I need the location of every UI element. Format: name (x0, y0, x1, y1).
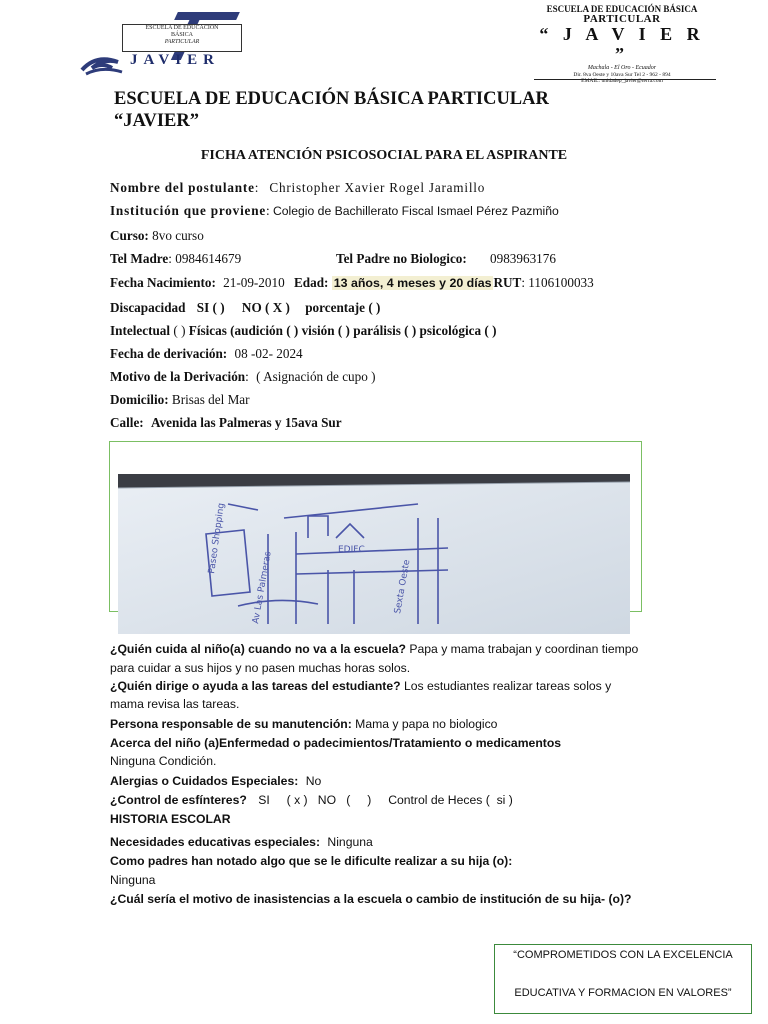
q6-answer: SI ( x ) NO ( ) Control de Heces ( si ) (258, 793, 513, 807)
logo-bar (174, 12, 240, 20)
historia-heading: HISTORIA ESCOLAR (110, 812, 231, 826)
discapacidad-no: NO ( X ) (241, 300, 290, 315)
q3-answer: Mama y papa no biologico (355, 717, 498, 731)
logo-right-line2: PARTICULAR (583, 13, 661, 25)
row-motivo: Motivo de la Derivación: ( Asignación de cupo ) (110, 369, 376, 384)
fecha-der-value: 08 -02- 2024 (234, 346, 303, 361)
q1-label: ¿Quién cuida al niño(a) cuando no va a la escuela? (110, 642, 406, 656)
rut-label: RUT (493, 275, 522, 290)
nombre-label: Nombre del postulante (110, 180, 255, 195)
rut-value: 1106100033 (528, 275, 594, 290)
motivo-value: ( Asignación de cupo ) (256, 369, 376, 384)
domicilio-label: Domicilio: (110, 392, 169, 407)
tel-padre-value: 0983963176 (490, 251, 556, 266)
q7-label: Necesidades educativas especiales: (110, 835, 321, 849)
q5-label: Alergias o Cuidados Especiales: (110, 774, 299, 788)
svg-text:Paseo Shopping: Paseo Shopping (207, 502, 227, 575)
school-logo-left (78, 8, 248, 80)
row-fecha-edad: Fecha Nacimiento: 21-09-2010 Edad: 13 años, 4 meses y 20 días RUT: 1106100033 (110, 275, 594, 290)
row-domicilio (110, 392, 250, 408)
q2-label: ¿Quién dirige o ayuda a las tareas del estudiante? (110, 679, 401, 693)
q5-line (110, 772, 321, 791)
logo-divider (534, 79, 716, 80)
map-sketch-icon (118, 474, 630, 634)
q2-answer-a: Los estudiantes realizar tareas solos y (403, 679, 612, 693)
logo-box-line: BÁSICA (170, 32, 193, 38)
calle-value: Avenida las Palmeras y 15ava Sur (151, 415, 342, 430)
q7-line (110, 833, 373, 852)
row-calle (110, 415, 342, 431)
logo-box-line: ESCUELA DE EDUCACION (145, 25, 219, 31)
q8-answer: Ninguna (110, 873, 156, 887)
intelectual-box: ( ) (173, 323, 186, 338)
row-curso (110, 228, 204, 244)
svg-text:EDIFC: EDIFC (338, 545, 365, 555)
logo-right-line6: EMAIL: unidadep_javier@terra.com (581, 78, 663, 84)
q5-answer: No (305, 774, 322, 788)
motto-line2: EDUCATIVA Y FORMACION EN VALORES” (514, 987, 732, 999)
logo-right-line3: “ J A V I E R ” (539, 24, 705, 64)
fisicas-label: Físicas (audición ( ) visión ( ) parálisis ( ) psicológica ( ) (188, 323, 497, 338)
svg-text:Av Las Palmeras: Av Las Palmeras (251, 550, 274, 625)
title-line2: “JAVIER” (114, 111, 199, 131)
institucion-value: Colegio de Bachillerato Fiscal Ismael Pérez Pazmiño (272, 204, 559, 218)
row-tipo-discapacidad (110, 323, 496, 339)
motto-box (494, 944, 752, 1014)
institucion-label: Institución que proviene (110, 203, 266, 218)
page-title (114, 88, 549, 132)
edad-label: Edad: (293, 275, 329, 290)
logo-swirl-icon (78, 48, 138, 78)
row-institucion: Institución que proviene: Colegio de Bachillerato Fiscal Ismael Pérez Pazmiño (110, 203, 559, 218)
q3-label: Persona responsable de su manutención: (110, 717, 352, 731)
svg-text:Sexta Oeste: Sexta Oeste (393, 558, 413, 615)
discapacidad-si: SI ( ) (196, 300, 225, 315)
curso-label: Curso: (110, 228, 149, 243)
logo-right-line1: ESCUELA DE EDUCACIÓN BÁSICA (546, 4, 698, 14)
porcentaje: porcentaje ( ) (305, 300, 381, 315)
curso-value: 8vo curso (152, 228, 204, 243)
fecha-nac-label: Fecha Nacimiento: (110, 275, 216, 290)
domicilio-value: Brisas del Mar (171, 392, 250, 407)
q3-line (110, 715, 497, 734)
nombre-value: Christopher Xavier Rogel Jaramillo (269, 180, 486, 195)
q2-answer-b: mama revisa las tareas. (110, 697, 240, 711)
q7-answer: Ninguna (327, 835, 373, 849)
tel-madre-value: 0984614679 (175, 251, 242, 266)
fecha-der-label: Fecha de derivación: (110, 346, 228, 361)
form-subtitle: FICHA ATENCIÓN PSICOSOCIAL PARA EL ASPIRANTE (200, 148, 568, 163)
intelectual-label: Intelectual (110, 323, 171, 338)
tel-madre-label: Tel Madre (110, 251, 169, 266)
row-nombre: Nombre del postulante: Christopher Xavier Rogel Jaramillo (110, 180, 486, 195)
q9-label: ¿Cuál sería el motivo de inasistencias a la escuela o cambio de institución de su hija- (o)? (110, 892, 632, 906)
row-discapacidad (110, 300, 380, 316)
row-fecha-derivacion (110, 346, 303, 362)
row-telefonos: Tel Madre: 0984614679 Tel Padre no Biologico: 0983963176 (110, 251, 556, 266)
edad-value: 13 años, 4 meses y 20 días (333, 276, 492, 290)
school-logo-right (528, 4, 716, 84)
fecha-nac-value: 21-09-2010 (223, 275, 285, 290)
logo-box-line: PARTICULAR (164, 39, 200, 45)
q6-label: ¿Control de esfínteres? (110, 793, 247, 807)
logo-text-box (122, 24, 242, 52)
q2-line1 (110, 677, 611, 696)
title-line1: ESCUELA DE EDUCACIÓN BÁSICA PARTICULAR (114, 89, 549, 109)
logo-right-line4: Machala - El Oro - Ecuador (587, 65, 657, 71)
q1-answer-a: Papa y mama trabajan y coordinan tiempo (409, 642, 639, 656)
motto-line1: “COMPROMETIDOS CON LA EXCELENCIA (513, 949, 733, 961)
q4-answer: Ninguna Condición. (110, 754, 217, 768)
tel-padre-label: Tel Padre no Biologico: (336, 251, 467, 266)
q1-answer-b: para cuidar a sus hijos y no pasen muchas horas solos. (110, 661, 411, 675)
logo-word: JAVIER (130, 52, 220, 68)
q8-label: Como padres han notado algo que se le dificulte realizar a su hija (o): (110, 854, 513, 868)
discapacidad-label: Discapacidad (110, 300, 186, 315)
logo-right-line5: Dir. 8va Oeste y 10ava Sur Tel 2 - 962 - 894 (573, 72, 671, 78)
calle-label: Calle: (110, 415, 144, 430)
hand-drawn-map-photo (118, 474, 630, 634)
q6-line (110, 791, 513, 810)
q4-label: Acerca del niño (a)Enfermedad o padecimientos/Tratamiento o medicamentos (110, 736, 562, 750)
q1-line1 (110, 640, 638, 659)
motivo-label: Motivo de la Derivación (110, 369, 246, 384)
